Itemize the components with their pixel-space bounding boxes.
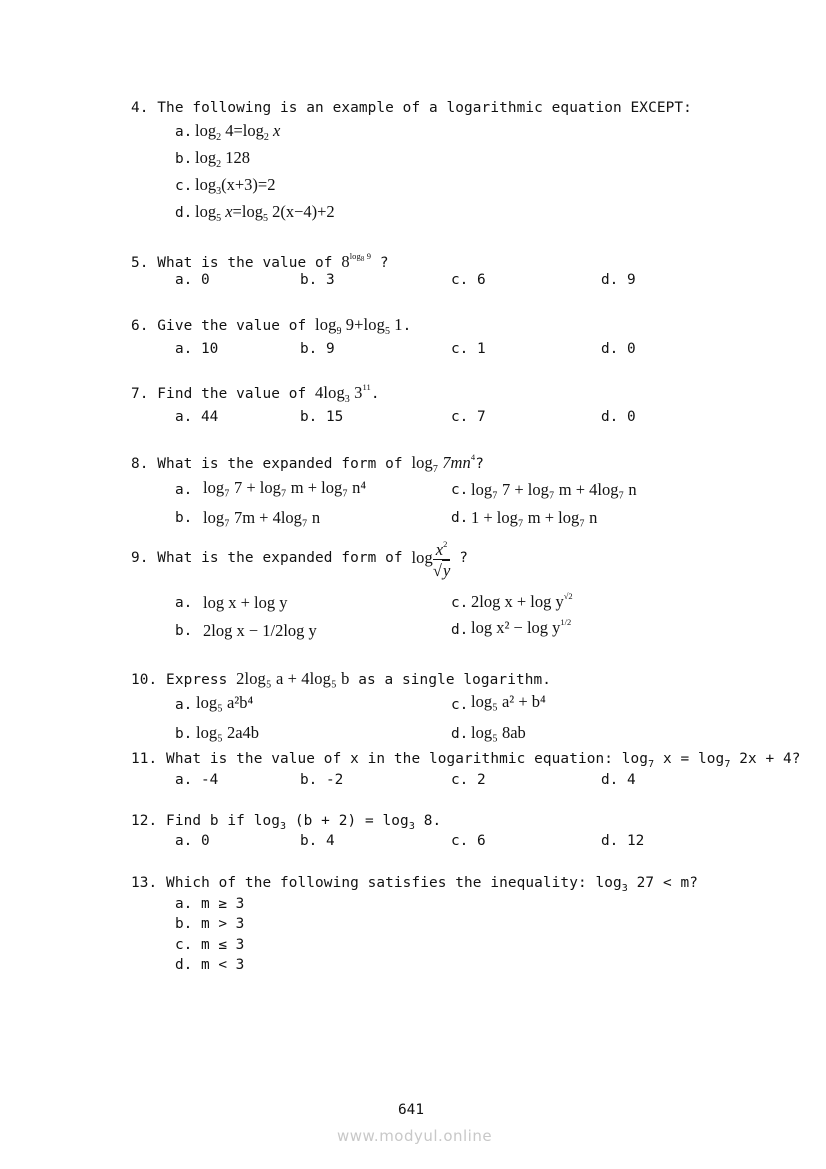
q9-option-d: $\log x^2 - \log y^{1/2}$ [471,617,572,637]
q4-option-b: $\log_2 128$ [195,148,250,170]
q10-label-c: c. [451,697,469,713]
q5-choice-d: d. 9 [601,272,636,288]
q11-choice-d: d. 4 [601,772,636,788]
q9-label-a: a. [175,595,193,611]
watermark: www.modyul.online [337,1127,493,1145]
q10-label-b: b. [175,726,193,742]
q10-option-b: log₅ 2a4b [196,723,260,742]
q9-option-a: log x + log y [203,593,288,612]
q10-option-a: log₅ a²b⁴ [196,693,254,712]
q10-label-d: d. [451,726,469,742]
q10-label-a: a. [175,697,193,713]
q9-label-d: d. [451,622,469,638]
q7-choice-d: d. 0 [601,409,636,425]
question-9-stem: 9. What is the expanded form of log $\frac{x^2}{√y}$ ? [131,535,468,581]
question-4-stem: 4. The following is an example of a logarithmic equation EXCEPT: [131,100,692,116]
q12-choice-a: a. 0 [175,833,210,849]
page-number: 641 [398,1102,424,1118]
q8-label-b: b. [175,510,193,526]
q4-option-c: $\log_3(x+3)=2$ [195,175,276,197]
q9-label-c: c. [451,595,469,611]
q7-choice-a: a. 44 [175,409,219,425]
q4-option-d: $\log_5 x=\log_5$ 2(x−4)+2 [195,202,335,224]
q11-choice-b: b. -2 [300,772,344,788]
q9-option-b: 2log x − 1/2log y [203,621,317,640]
q5-choice-c: c. 6 [451,272,486,288]
question-12-stem: 12. Find b if $\log_3 (b + 2) = \log_3 8$. [131,813,442,832]
q8-option-a: log₇ 7 + log₇ m + log₇ n⁴ [203,478,367,497]
q6-choice-b: b. 9 [300,341,335,357]
q8-option-d: 1 + log₇ m + log₇ n [471,508,598,527]
q8-label-c: c. [451,482,469,498]
question-5-stem: 5. What is the value of $8^{log_8 9}$ ? [131,251,389,271]
q5-choice-a: a. 0 [175,272,210,288]
q10-option-d: log₅ 8ab [471,723,526,742]
q9-option-c: 2log $x + \log y^{√2}$ [471,591,573,611]
q9-fraction: $\frac{x^2}{√y}$ [433,535,451,581]
q12-choice-c: c. 6 [451,833,486,849]
q8-option-b: log₇ 7m + 4log₇ n [203,508,321,527]
q4-label-b: b. [175,151,193,167]
question-11-stem: 11. What is the value of x in the logarithmic equation: $\log_7 x = \log_7 2x + 4$? [131,751,801,770]
question-13-stem: 13. Which of the following satisfies the inequality: $\log_3 27 < m$? [131,875,699,894]
q8-label-d: d. [451,510,469,526]
q12-choice-d: d. 12 [601,833,645,849]
q8-label-a: a. [175,482,193,498]
q12-choice-b: b. 4 [300,833,335,849]
question-7-stem: 7. Find the value of $4\log_3$ $3^{11}$. [131,382,380,405]
q11-choice-c: c. 2 [451,772,486,788]
q6-choice-d: d. 0 [601,341,636,357]
question-8-stem: 8. What is the expanded form of $\log_7 7mn^4$? [131,452,485,475]
q4-label-d: d. [175,205,193,221]
q6-choice-a: a. 10 [175,341,219,357]
q7-choice-c: c. 7 [451,409,486,425]
q5-choice-b: b. 3 [300,272,335,288]
q10-option-c: log₅ a² + b⁴ [471,692,546,711]
q7-choice-b: b. 15 [300,409,344,425]
q4-label-a: a. [175,124,193,140]
q13-choice-c: c. m ≤ 3 [175,937,245,953]
question-6-stem: 6. Give the value of $\log_9 9+\log_5$ 1. [131,315,412,337]
q9-label-b: b. [175,623,193,639]
q13-choice-a: a. m ≥ 3 [175,896,245,912]
q6-choice-c: c. 1 [451,341,486,357]
q13-choice-b: b. m > 3 [175,916,245,932]
q4-option-a: $\log_2 4=\log_2$ x [195,121,281,143]
q13-choice-d: d. m < 3 [175,957,245,973]
question-10-stem: 10. Express 2log₅ a + 4log₅ b as a single logarithm. [131,669,552,688]
q4-label-c: c. [175,178,193,194]
q11-choice-a: a. -4 [175,772,219,788]
q8-option-c: log₇ 7 + log₇ m + 4log₇ n [471,480,637,499]
